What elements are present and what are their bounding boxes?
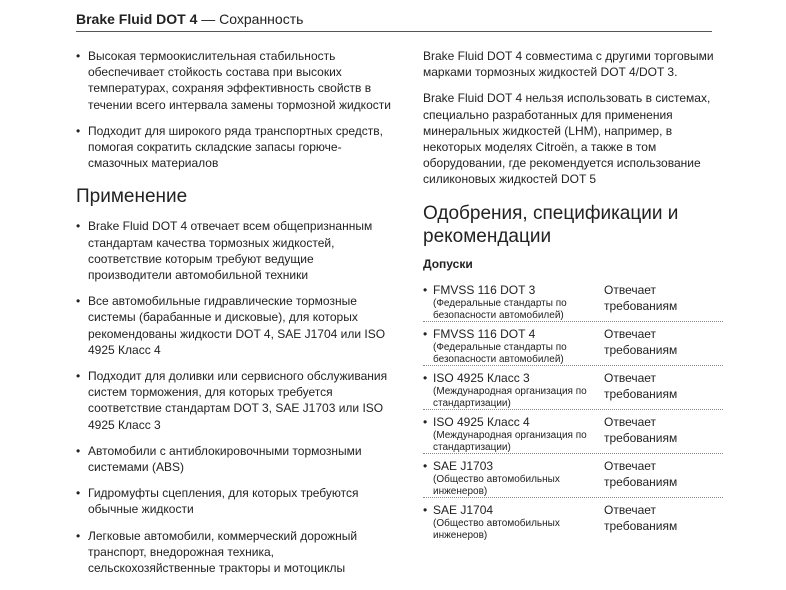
approval-status: Отвечает требованиям	[604, 502, 678, 533]
approval-spec: SAE J1703	[433, 458, 494, 473]
approval-status: Отвечает требованиям	[604, 370, 678, 401]
approval-row	[423, 454, 723, 498]
approval-row	[423, 366, 723, 410]
approval-row	[423, 498, 723, 542]
bullet-icon: •	[76, 219, 81, 234]
application-heading: Применение	[76, 186, 188, 208]
title-dash: —	[197, 11, 220, 27]
approval-status: Отвечает требованиям	[604, 414, 678, 445]
approval-note: (Федеральные стандарты по безопасности автомобилей)	[433, 297, 567, 322]
approval-status: Отвечает требованиям	[604, 282, 678, 313]
bullet-icon: •	[76, 486, 81, 501]
bullet-icon: •	[423, 502, 428, 517]
intro-bullet-list	[76, 48, 394, 171]
approval-note: (Общество автомобильных инженеров)	[433, 517, 560, 542]
left-column	[76, 48, 394, 586]
bullet-icon: •	[76, 123, 81, 138]
application-bullet-list	[76, 218, 394, 576]
approval-note: (Международная организация по стандартизации)	[433, 429, 587, 454]
section-name: Сохранность	[219, 11, 304, 27]
bullet-icon: •	[76, 528, 81, 543]
bullet-icon: •	[423, 458, 428, 473]
bullet-icon: •	[423, 326, 428, 341]
bullet-icon: •	[76, 294, 81, 309]
list-item: • Brake Fluid DOT 4 отвечает всем общепризнанным стандартам качества тормозных жидкостей, соответствие которым требуют ведущие производители автомобильной техники	[76, 219, 373, 283]
list-item: • Все автомобильные гидравлические тормозные системы (барабанные и дисковые), для которых рекомендованы жидкости DOT 4, SAE J1704 или ISO 4925 Класс 4	[76, 294, 386, 357]
list-item: • Подходит для широкого ряда транспортных средств, помогая сократить складские запасы горюче-смазочных материалов	[76, 123, 384, 171]
page-title	[76, 10, 712, 32]
approvals-subheading: Допуски	[423, 256, 473, 271]
approval-row	[423, 278, 723, 322]
product-name: Brake Fluid DOT 4	[76, 11, 198, 27]
approval-spec: FMVSS 116 DOT 3	[433, 282, 536, 297]
approval-row	[423, 322, 723, 366]
list-item: • Легковые автомобили, коммерческий дорожный транспорт, внедорожная техника, сельскохозяйственные тракторы и мотоциклы	[76, 528, 358, 576]
restriction-paragraph: Brake Fluid DOT 4 нельзя использовать в системах, специально разработанных для применения минеральных жидкостей (LHM), например, в некоторых моделях Citroën, а также в том оборудовании, где рекомендуется использование силиконовых жидкостей DOT 5	[423, 91, 711, 187]
approval-spec: SAE J1704	[433, 502, 494, 517]
list-item: • Гидромуфты сцепления, для которых требуются обычные жидкости	[76, 486, 359, 517]
bullet-icon: •	[76, 443, 81, 458]
approval-row	[423, 410, 723, 454]
approvals-heading: Одобрения, спецификации и рекомендации	[423, 202, 679, 247]
bullet-icon: •	[423, 282, 428, 297]
bullet-icon: •	[76, 49, 81, 63]
approval-note: (Федеральные стандарты по безопасности автомобилей)	[433, 341, 567, 366]
bullet-icon: •	[423, 370, 428, 385]
list-item: • Автомобили с антиблокировочными тормозными системами (ABS)	[76, 443, 362, 475]
approval-status: Отвечает требованиям	[604, 326, 678, 357]
approval-note: (Общество автомобильных инженеров)	[433, 473, 560, 498]
approvals-list	[423, 278, 723, 542]
list-item: • Высокая термоокислительная стабильность обеспечивает стойкость состава при высоких температурах, сохраняя эффективность свойств в течении всего интервала замены тормозной жидкости	[76, 49, 391, 112]
bullet-icon: •	[76, 369, 81, 384]
approval-spec: ISO 4925 Класс 4	[433, 414, 530, 429]
approval-note: (Международная организация по стандартизации)	[433, 385, 587, 410]
approval-status: Отвечает требованиям	[604, 458, 678, 489]
right-column	[423, 48, 723, 542]
approval-spec: FMVSS 116 DOT 4	[433, 326, 536, 341]
compatibility-paragraph: Brake Fluid DOT 4 совместима с другими торговыми марками тормозных жидкостей DOT 4/DOT 3.	[423, 49, 714, 80]
approval-spec: ISO 4925 Класс 3	[433, 370, 530, 385]
list-item: • Подходит для доливки или сервисного обслуживания систем торможения, для которых требуется соответствие стандартам DOT 3, SAE J1703 или ISO 4925 Класс 3	[76, 369, 388, 432]
bullet-icon: •	[423, 414, 428, 429]
